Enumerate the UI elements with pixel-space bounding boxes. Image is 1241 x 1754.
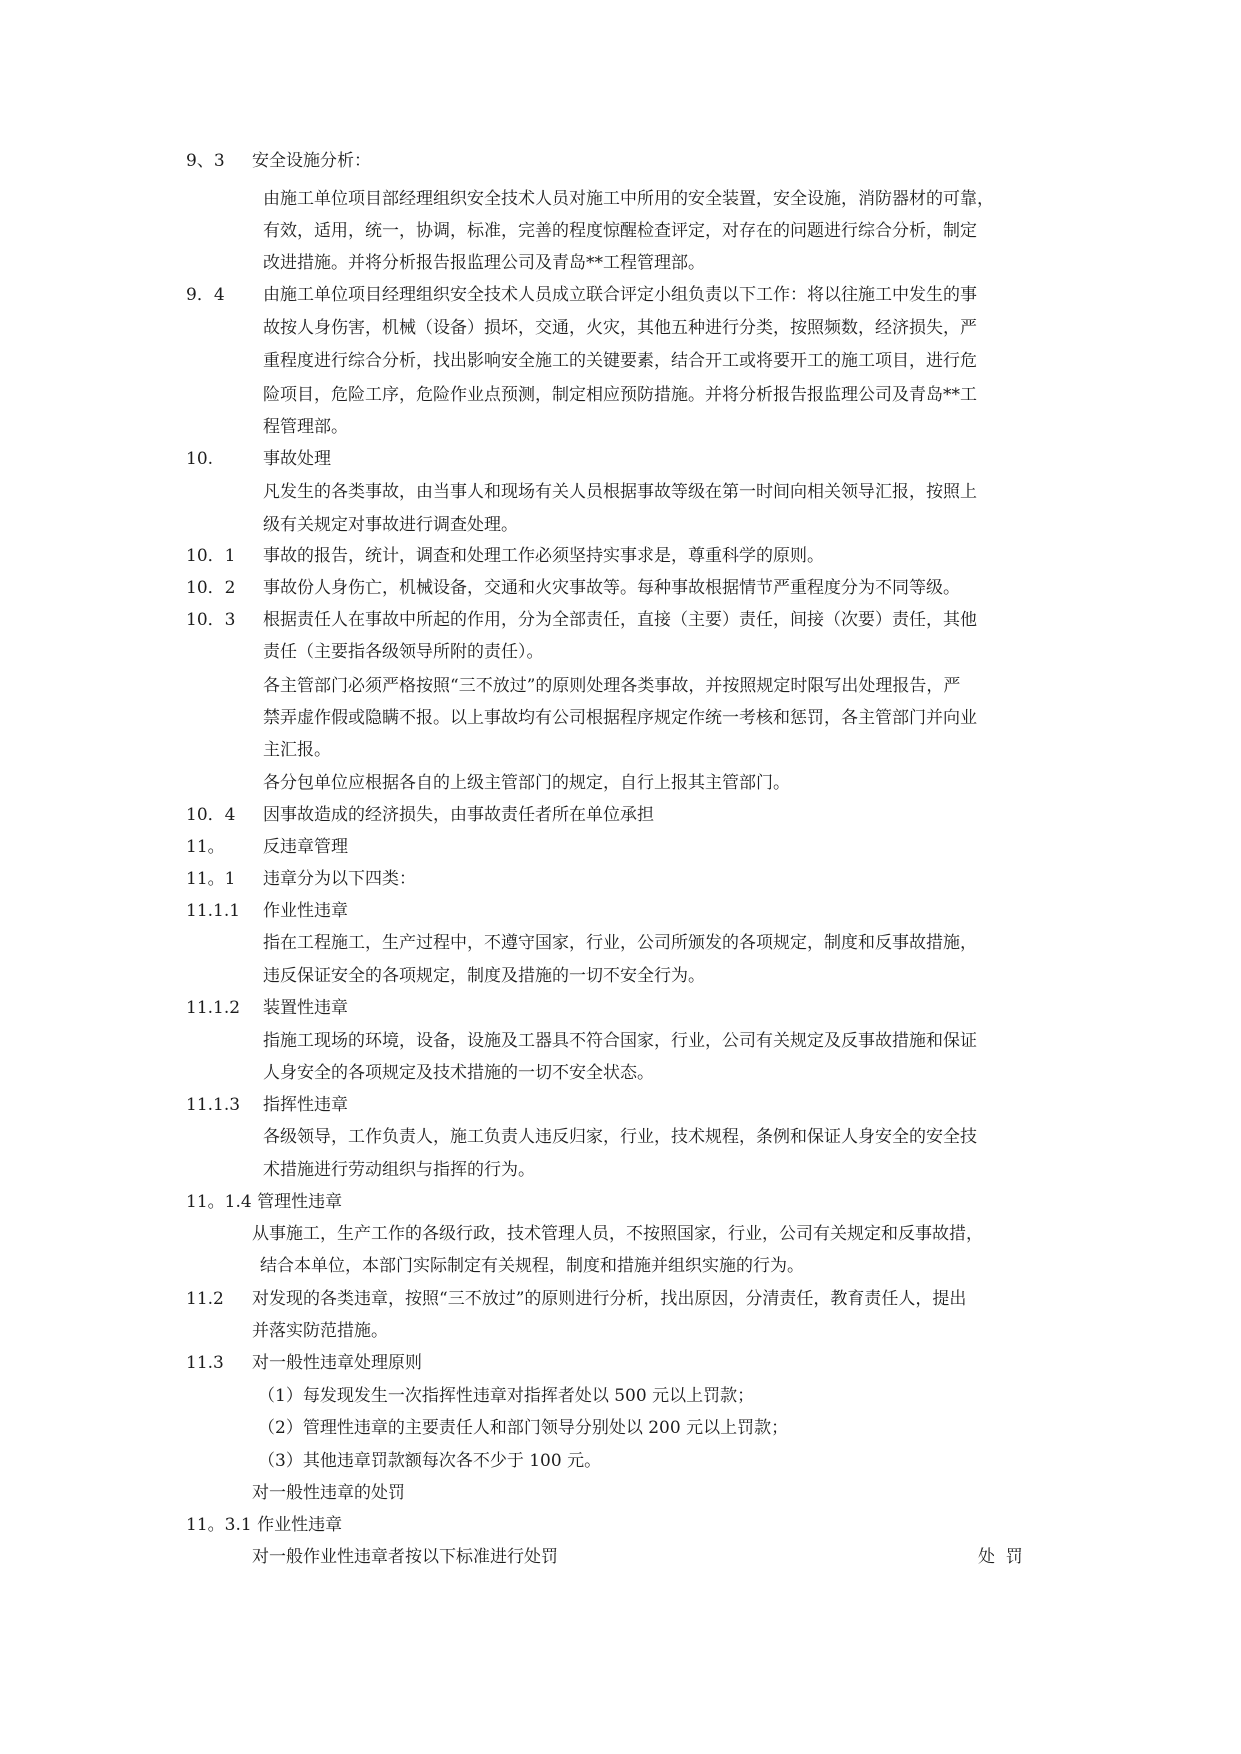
section-number: 10. <box>186 449 214 469</box>
paragraph-line: 事故的报告，统计，调查和处理工作必须坚持实事求是，尊重科学的原则。 <box>263 546 824 566</box>
section-heading: 11。1.4 管理性违章 <box>186 1192 343 1212</box>
section-heading: 事故处理 <box>263 449 331 469</box>
paragraph-line: 违反保证安全的各项规定，制度及措施的一切不安全行为。 <box>263 966 705 986</box>
paragraph-line: 故按人身伤害，机械（设备）损坏，交通，火灾，其他五种进行分类，按照频数，经济损失，严 <box>263 318 977 338</box>
paragraph-line: 各分包单位应根据各自的上级主管部门的规定，自行上报其主管部门。 <box>263 773 790 793</box>
list-item: （1）每发现发生一次指挥性违章对指挥者处以 500 元以上罚款； <box>258 1386 755 1406</box>
section-number: 11.2 <box>186 1289 224 1309</box>
paragraph-line: 因事故造成的经济损失，由事故责任者所在单位承担 <box>263 805 654 825</box>
section-number: 11.1.2 <box>186 998 241 1018</box>
paragraph-line: 指施工现场的环境，设备，设施及工器具不符合国家，行业，公司有关规定及反事故措施和保证 <box>263 1031 977 1051</box>
paragraph-line: 从事施工，生产工作的各级行政，技术管理人员，不按照国家，行业，公司有关规定和反事故措， <box>252 1224 983 1244</box>
paragraph-line: 对一般作业性违章者按以下标准进行处罚 <box>252 1547 558 1567</box>
paragraph-line: 由施工单位项目经理组织安全技术人员成立联合评定小组负责以下工作：将以往施工中发生的事 <box>263 285 977 305</box>
paragraph-line: 各级领导，工作负责人，施工负责人违反归家，行业，技术规程，条例和保证人身安全的安全技 <box>263 1127 977 1147</box>
paragraph-line: 人身安全的各项规定及技术措施的一切不安全状态。 <box>263 1063 654 1083</box>
paragraph-line: 凡发生的各类事故，由当事人和现场有关人员根据事故等级在第一时间向相关领导汇报，按照上 <box>263 482 977 502</box>
paragraph-line: 重程度进行综合分析，找出影响安全施工的关键要素，结合开工或将要开工的施工项目，进行危 <box>263 351 977 371</box>
paragraph-line: 事故份人身伤亡，机械设备，交通和火灾事故等。每种事故根据情节严重程度分为不同等级。 <box>263 578 960 598</box>
paragraph-line: 禁弄虚作假或隐瞒不报。以上事故均有公司根据程序规定作统一考核和惩罚，各主管部门并向业 <box>263 708 977 728</box>
paragraph-line: 有效，适用，统一，协调，标准，完善的程度惊醒检查评定，对存在的问题进行综合分析，制定 <box>263 221 977 241</box>
section-heading: 安全设施分析： <box>252 151 371 171</box>
section-number: 10．1 <box>186 546 236 566</box>
paragraph-line: 对一般性违章的处罚 <box>252 1483 405 1503</box>
section-number: 11.1.3 <box>186 1095 241 1115</box>
list-item: （2）管理性违章的主要责任人和部门领导分别处以 200 元以上罚款； <box>258 1418 789 1438</box>
list-item: （3）其他违章罚款额每次各不少于 100 元。 <box>258 1451 602 1471</box>
section-heading: 11。3.1 作业性违章 <box>186 1515 343 1535</box>
section-number: 11.1.1 <box>186 901 241 921</box>
paragraph-line: 违章分为以下四类： <box>263 869 416 889</box>
paragraph-line: 并落实防范措施。 <box>252 1321 388 1341</box>
paragraph-line: 结合本单位，本部门实际制定有关规程，制度和措施并组织实施的行为。 <box>260 1256 804 1276</box>
paragraph-line: 由施工单位项目部经理组织安全技术人员对施工中所用的安全装置，安全设施，消防器材的可靠， <box>263 189 994 209</box>
section-heading: 指挥性违章 <box>263 1095 348 1115</box>
paragraph-line: 级有关规定对事故进行调查处理。 <box>263 515 518 535</box>
section-number: 9．4 <box>186 285 225 305</box>
section-heading: 反违章管理 <box>263 837 348 857</box>
paragraph-line: 指在工程施工，生产过程中，不遵守国家，行业，公司所颁发的各项规定，制度和反事故措施， <box>263 933 977 953</box>
section-heading: 作业性违章 <box>263 901 348 921</box>
paragraph-line: 程管理部。 <box>263 417 348 437</box>
section-number: 11。1 <box>186 869 236 889</box>
paragraph-line: 责任（主要指各级领导所附的责任）。 <box>263 642 544 662</box>
section-heading: 装置性违章 <box>263 998 348 1018</box>
paragraph-line: 对发现的各类违章，按照“三不放过”的原则进行分析，找出原因，分清责任，教育责任人，提出 <box>252 1289 967 1309</box>
paragraph-line: 改进措施。并将分析报告报监理公司及青岛**工程管理部。 <box>263 253 705 273</box>
paragraph-line: 主汇报。 <box>263 740 331 760</box>
section-number: 11。 <box>186 837 225 857</box>
paragraph-line: 术措施进行劳动组织与指挥的行为。 <box>263 1160 535 1180</box>
paragraph-line: 各主管部门必须严格按照“三不放过”的原则处理各类事故，并按照规定时限写出处理报告，严 <box>263 676 961 696</box>
section-number: 10．2 <box>186 578 236 598</box>
section-number: 10．3 <box>186 610 236 630</box>
section-number: 10．4 <box>186 805 236 825</box>
section-heading: 对一般性违章处理原则 <box>252 1353 422 1373</box>
section-number: 11.3 <box>186 1353 224 1373</box>
table-header-penalty: 处 罚 <box>978 1547 1023 1567</box>
paragraph-line: 险项目，危险工序，危险作业点预测，制定相应预防措施。并将分析报告报监理公司及青岛**工 <box>263 385 977 405</box>
section-number: 9、3 <box>186 151 225 171</box>
paragraph-line: 根据责任人在事故中所起的作用，分为全部责任，直接（主要）责任，间接（次要）责任，其他 <box>263 610 977 630</box>
